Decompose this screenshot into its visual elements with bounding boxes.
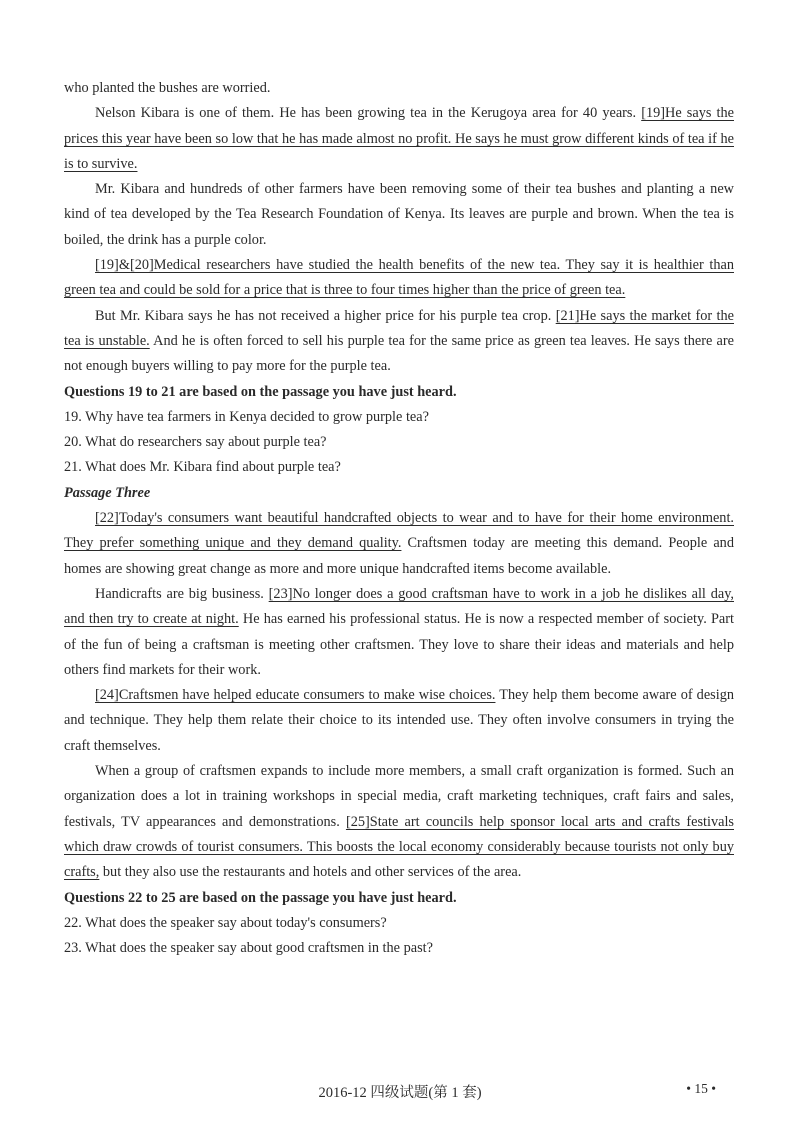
- passage-title: Passage Three: [64, 484, 151, 501]
- underlined-answer-19: [19]He says the prices this year have been so low that he has made almost no profit. He says he must grow different kinds of tea if he is to survive.: [64, 105, 734, 172]
- underlined-answer-19-20: [19]&[20]Medical researchers have studied the health benefits of the new tea. They say it is healthier than green tea and could be sold for a price that is three to four times higher than the price of green tea.: [64, 257, 734, 299]
- text: He has earned his professional status. He is now a respected member of society. Part of the fun of being a craftsman is meeting other craftsmen. They love to share their ideas and materials and help others find markets for their work.: [64, 611, 734, 678]
- paragraph: Mr. Kibara and hundreds of other farmers have been removing some of their tea bushes and planting a new kind of tea developed by the Tea Research Foundation of Kenya. Its leaves are purple and brown. When the tea is boiled, the drink has a purple color.: [64, 181, 734, 248]
- underlined-answer-21: [21]He says the market for the tea is unstable.: [64, 307, 734, 349]
- text: Nelson Kibara is one of them. He has been growing tea in the Kerugoya area for 40 years.: [95, 105, 642, 122]
- paragraph: [64, 304, 734, 380]
- text: but they also use the restaurants and hotels and other services of the area.: [99, 864, 522, 881]
- text: Craftsmen today are meeting this demand. People and homes are showing great change as more and more unique handcrafted items become available.: [64, 535, 734, 577]
- text: When a group of craftsmen expands to include more members, a small craft organization is formed. Such an organization does a lot in training workshops in special media, craft marketing techniques, craft fairs and sales, festivals, TV appearances and demonstrations.: [64, 763, 734, 830]
- page-footer-title: 2016-12 四级试题(第 1 套): [318, 1085, 482, 1101]
- paragraph: who planted the bushes are worried.: [64, 80, 271, 96]
- paragraph: [64, 582, 734, 683]
- paragraph: [64, 506, 734, 582]
- text: And he is often forced to sell his purple tea for the same price as green tea leaves. He says there are not enough buyers willing to pay more for the purple tea.: [64, 332, 734, 375]
- question-19: 19. Why have tea farmers in Kenya decided to grow purple tea?: [64, 408, 429, 425]
- paragraph: [64, 759, 734, 885]
- question-20: 20. What do researchers say about purple tea?: [64, 434, 327, 451]
- paragraph: [64, 683, 734, 759]
- text: Handicrafts are big business.: [95, 585, 269, 602]
- underlined-answer-24: [24]Craftsmen have helped educate consumers to make wise choices.: [95, 687, 496, 704]
- paragraph: [64, 101, 734, 177]
- question-22: 22. What does the speaker say about today's consumers?: [64, 914, 387, 931]
- underlined-answer-22: [22]Today's consumers want beautiful handcrafted objects to wear and to have for their home environment. They prefer something unique and they demand quality.: [64, 510, 734, 552]
- page-number: • 15 •: [686, 1081, 716, 1096]
- question-21: 21. What does Mr. Kibara find about purple tea?: [64, 459, 341, 476]
- questions-header: Questions 19 to 21 are based on the passage you have just heard.: [64, 383, 457, 400]
- question-23: 23. What does the speaker say about good craftsmen in the past?: [64, 940, 433, 957]
- underlined-answer-23: [23]No longer does a good craftsman have to work in a job he dislikes all day, and then try to create at night.: [64, 585, 734, 628]
- questions-header: Questions 22 to 25 are based on the passage you have just heard.: [64, 889, 457, 906]
- underlined-answer-25: [25]State art councils help sponsor local arts and crafts festivals which draw crowds of tourist consumers. This boosts the local economy considerably because tourists not only buy crafts,: [64, 813, 734, 881]
- paragraph: [64, 253, 734, 304]
- page-body: [64, 76, 734, 961]
- text: They help them become aware of design and technique. They help them relate their choice to its intended use. They often involve consumers in trying the craft themselves.: [64, 687, 735, 754]
- text: But Mr. Kibara says he has not received a higher price for his purple tea crop.: [95, 307, 556, 324]
